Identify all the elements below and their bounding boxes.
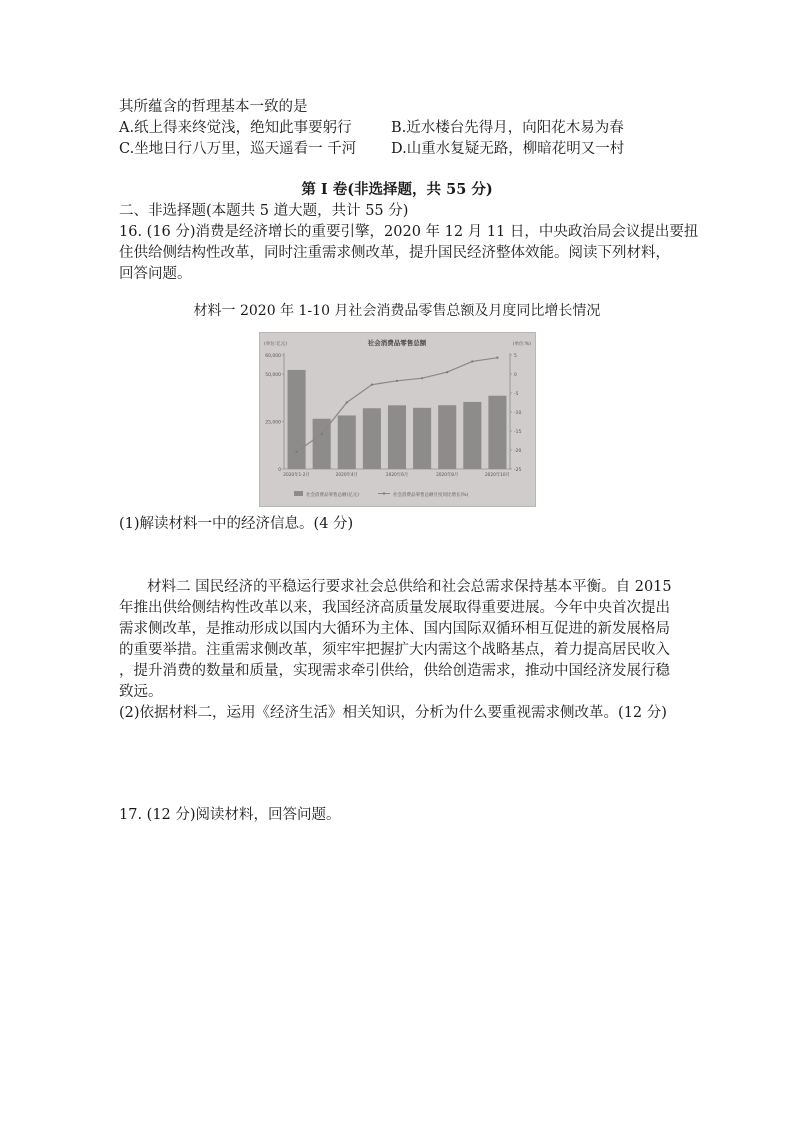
option-d: D.山重水复疑无路，柳暗花明又一村 [391,141,625,157]
bar [413,408,431,469]
left-tick-label: 50,000 [265,372,281,378]
legend-bar-swatch [294,491,303,496]
section-subtitle: 二、非选择题(本题共 5 道大题，共计 55 分) [119,203,409,219]
growth-point [496,357,498,359]
bar [463,402,481,469]
q16-line-1: 16. (16 分)消费是经济增长的重要引擎，2020 年 12 月 11 日，中央政治局会议提出要扭 [119,224,699,240]
bar [488,396,506,469]
left-tick-label: 25,000 [265,420,281,426]
growth-point [421,377,423,379]
q17-line: 17. (12 分)阅读材料，回答问题。 [119,807,341,823]
growth-point [346,401,348,403]
option-b: B.近水楼台先得月，向阳花木易为春 [391,120,624,136]
retail-sales-chart [259,332,536,507]
right-tick-label: -20 [514,448,522,454]
question-stem-end: 其所蕴含的哲理基本一致的是 [119,99,308,115]
right-tick-label: 5 [514,353,517,359]
material2-line-4: 的重要举措。注重需求侧改革，须牢牢把握扩大内需这个战略基点，着力提高居民收入 [119,642,670,658]
x-tick-label: 2020年8月 [436,473,459,478]
growth-point [446,371,448,373]
x-tick-label: 2020年6月 [385,473,409,478]
left-tick-label: 60,000 [265,353,281,359]
growth-point [295,451,297,453]
option-c: C.坐地日行八万里，巡天遥看一 千河 [119,141,357,157]
left-axis-unit: (单位:亿元) [264,342,288,347]
material2-line-2: 年推出供给侧结构性改革以来，我国经济高质量发展取得重要进展。今年中央首次提出 [119,600,670,616]
growth-point [471,360,473,362]
material2-line-1: 材料二 国民经济的平稳运行要求社会总供给和社会总需求保持基本平衡。自 2015 [147,579,672,595]
bar [288,370,306,469]
q16-line-3: 回答问题。 [119,266,192,282]
material2-line-3: 需求侧改革，是推动形成以国内大循环为主体、国内国际双循环相互促进的新发展格局 [119,621,670,637]
legend-bar-label: 社会消费品零售总额(亿元) [306,493,360,498]
growth-point [371,384,373,386]
bar [363,408,381,469]
x-tick-label: 2020年1-2月 [283,473,310,478]
options-row-cd [119,139,624,159]
q16-sub1: (1)解读材料一中的经济信息。(4 分) [119,516,354,532]
section-title: 第 I 卷(非选择题，共 55 分) [301,181,493,198]
right-tick-label: -5 [514,391,519,397]
x-tick-label: 2020年4月 [335,473,358,478]
option-a: A.纸上得来终觉浅，绝知此事要躬行 [119,120,352,136]
legend-line-label: 社会消费品零售总额月度同比增长(%) [393,493,469,498]
q16-line-2: 住供给侧结构性改革，同时注重需求侧改革，提升国民经济整体效能。阅读下列材料， [119,245,670,261]
chart-title: 社会消费品零售总额 [367,339,427,347]
right-tick-label: -10 [514,410,522,416]
legend-line-marker [383,492,385,494]
bar [438,405,456,469]
right-axis-unit: (单位:%) [512,342,531,347]
bar [338,415,356,469]
left-tick-label: 0 [278,467,281,473]
right-tick-label: 0 [514,372,517,378]
x-tick-label: 2020年10月 [484,473,510,478]
bar [388,405,406,469]
material1-caption: 材料一 2020 年 1-10 月社会消费品零售总额及月度同比增长情况 [193,303,601,319]
material2-line-6: 致远。 [119,684,163,700]
right-tick-label: -25 [514,467,522,473]
chart-svg [260,333,535,506]
growth-point [321,433,323,435]
q16-sub2: (2)依据材料二，运用《经济生活》相关知识，分析为什么要重视需求侧改革。(12 分) [119,705,667,721]
options-row-ab [119,118,624,138]
material2-line-5: ，提升消费的数量和质量，实现需求牵引供给，供给创造需求，推动中国经济发展行稳 [119,663,670,679]
growth-point [396,380,398,382]
right-tick-label: -15 [514,429,522,435]
